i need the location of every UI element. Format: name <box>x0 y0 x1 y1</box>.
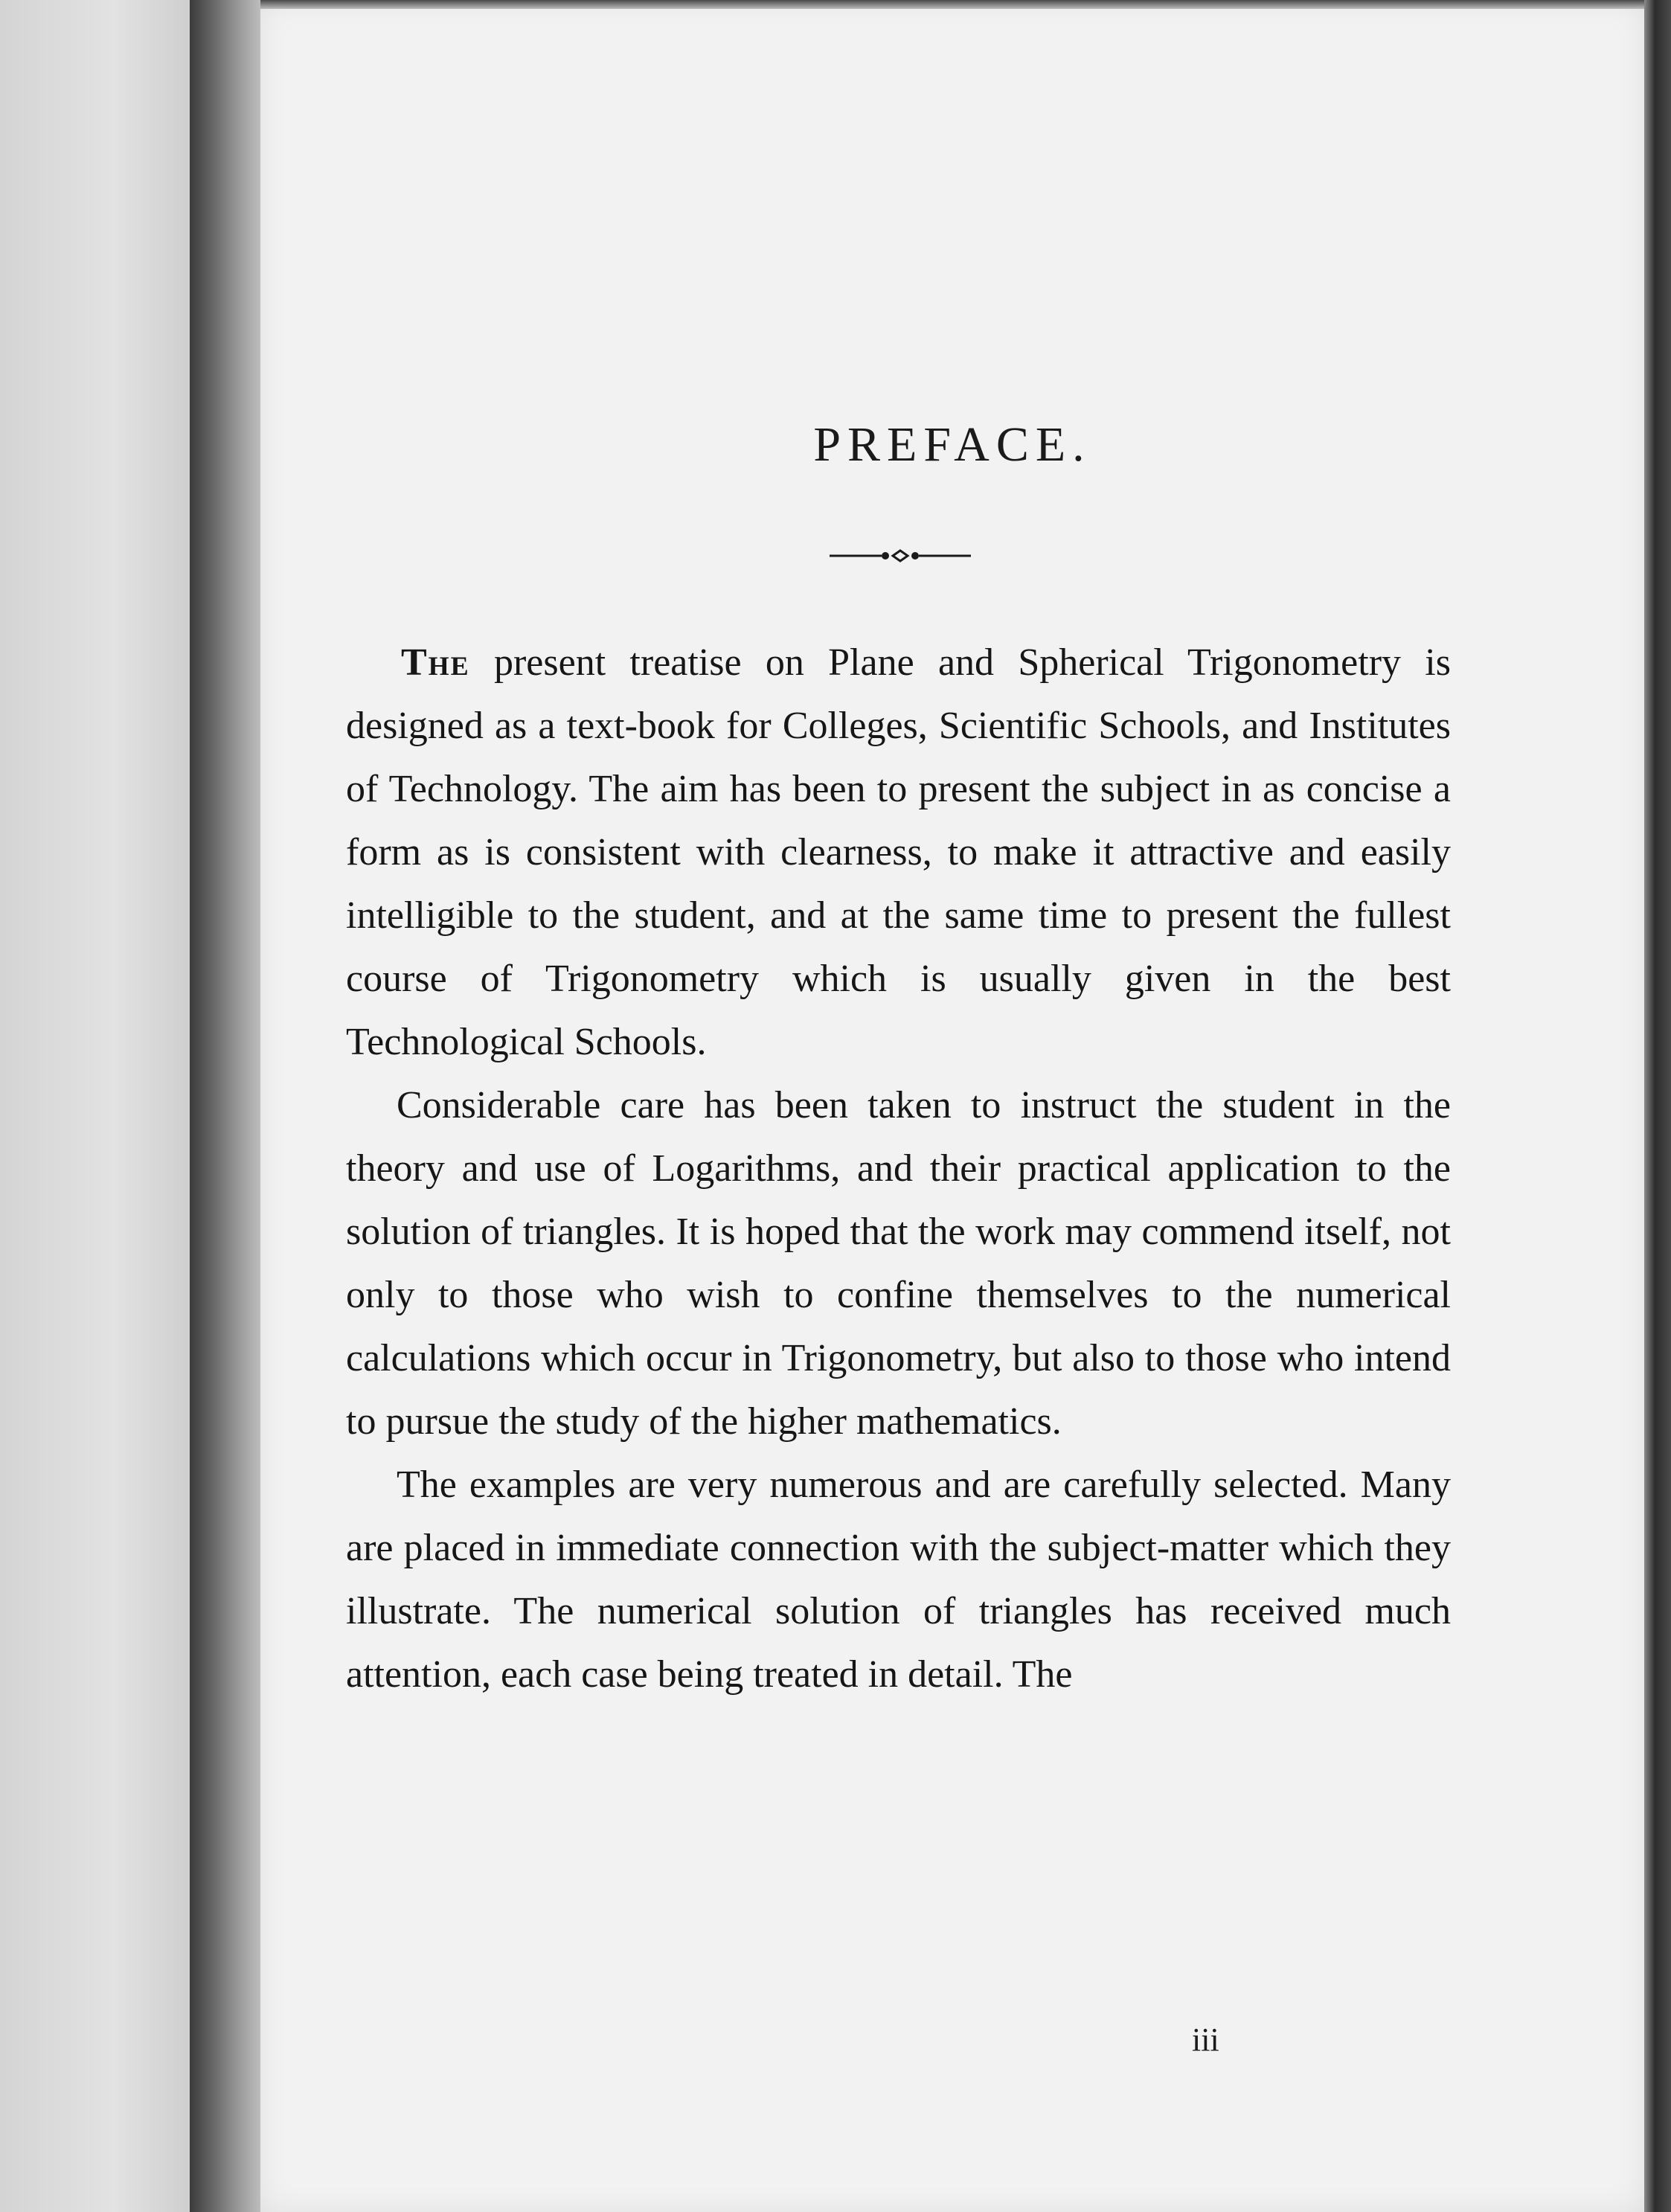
paragraph-2: Considerable care has been taken to instruct the student in the theory and use of Logarithms, and their practical application to the solution of triangles. It is hoped that the work may commend itself, not only to those who wish to confine themselves to the numerical calculations which occur in Trigonometry, but also to those who intend to pursue the study of the higher mathematics. <box>346 1084 1451 1443</box>
facing-page-edge <box>0 0 190 2212</box>
paragraph-1-text: present treatise on Plane and Spherical Trigonometry is designed as a text-book for Colleges, Scientific Schools, and Institutes of Technology. The aim has been to present the subject in as concise a form as is consistent with clearness, to make it attractive and easily intelligible to the student, and at the same time to present the fullest course of Trigonometry which is usually given in the best Technological Schools. <box>346 641 1451 1063</box>
paragraph-1 <box>346 631 1451 1074</box>
paragraph-lead-word: The <box>401 641 470 684</box>
preface-body <box>346 631 1451 1706</box>
page-title: PREFACE. <box>813 417 1091 472</box>
binding-gutter <box>190 0 260 2212</box>
page-top-edge <box>260 0 1671 9</box>
page-number: iii <box>1192 2022 1219 2058</box>
page-right-edge <box>1644 0 1671 2212</box>
paragraph-3: The examples are very numerous and are carefully selected. Many are placed in immediate connection with the subject-matter which they illustrate. The numerical solution of triangles has received much attention, each case being treated in detail. The <box>346 1464 1451 1696</box>
ornament-divider-icon <box>830 545 971 567</box>
